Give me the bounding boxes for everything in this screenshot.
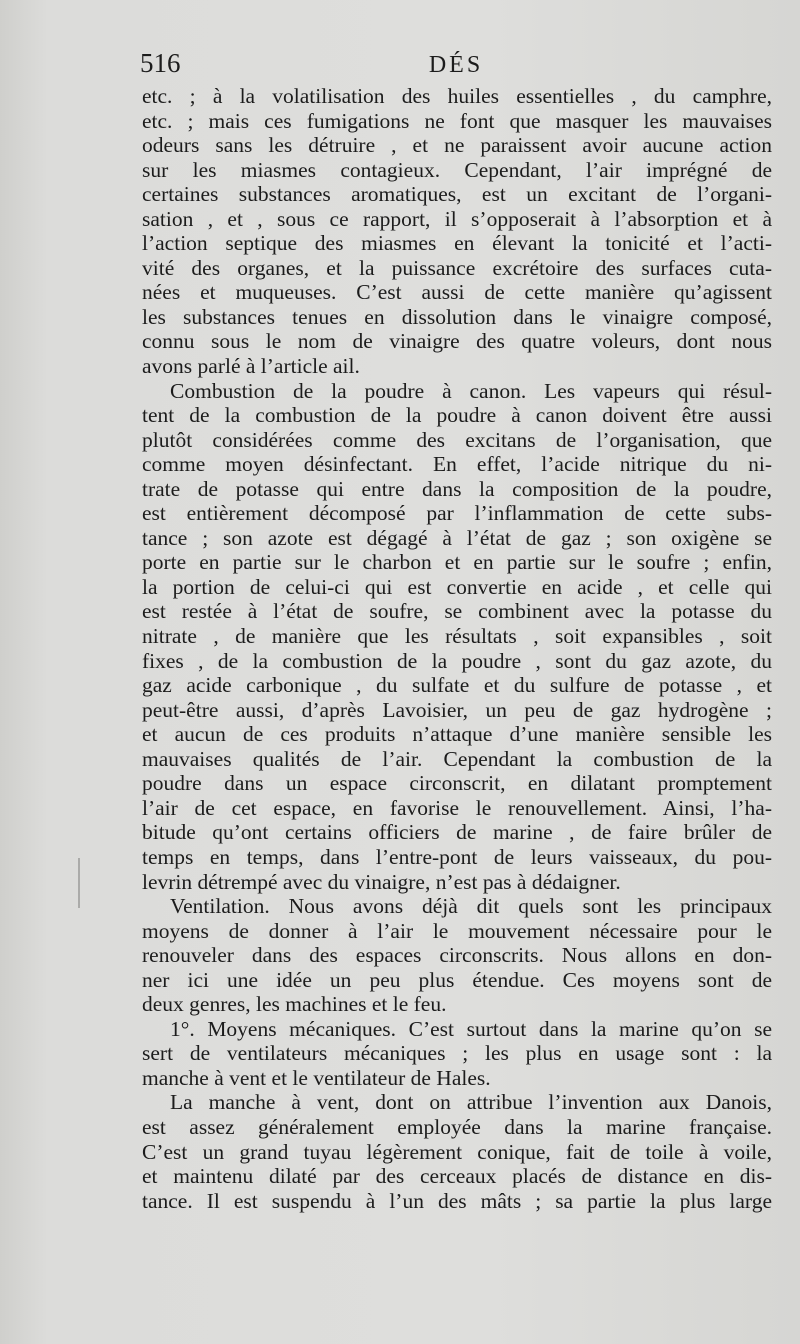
- text-line: certaines substances aromatiques, est un excitant de l’organi-: [142, 182, 772, 207]
- text-line: et maintenu dilaté par des cerceaux placés de distance en dis-: [142, 1164, 772, 1189]
- text-line: moyens de donner à l’air le mouvement nécessaire pour le: [142, 918, 772, 943]
- text-line: etc. ; à la volatilisation des huiles essentielles , du camphre,: [142, 84, 772, 108]
- text-line: Ventilation. Nous avons déjà dit quels sont les principaux: [170, 894, 772, 919]
- text-line: l’air de cet espace, en favorise le renouvellement. Ainsi, l’ha-: [142, 795, 772, 820]
- page-header: [140, 48, 772, 84]
- text-line: porte en partie sur le charbon et en partie sur le soufre ; enfin,: [142, 550, 772, 575]
- text-line: bitude qu’ont certains officiers de marine , de faire brûler de: [142, 820, 772, 845]
- text-line: poudre dans un espace circonscrit, en dilatant promptement: [142, 771, 772, 796]
- text-line: odeurs sans les détruire , et ne paraissent avoir aucune action: [142, 133, 772, 158]
- text-line: et aucun de ces produits n’attaque d’une manière sensible les: [142, 722, 772, 747]
- page-number: 516: [140, 48, 181, 78]
- text-line: La manche à vent, dont on attribue l’invention aux Danois,: [170, 1090, 772, 1115]
- text-line: temps en temps, dans l’entre-pont de leurs vaisseaux, du pou-: [142, 844, 772, 869]
- text-line: gaz acide carbonique , du sulfate et du sulfure de potasse , et: [142, 673, 772, 698]
- text-line: tent de la combustion de la poudre à canon doivent être aussi: [142, 403, 772, 428]
- text-line: avons parlé à l’article ail.: [142, 354, 360, 379]
- text-line: etc. ; mais ces fumigations ne font que masquer les mauvaises: [142, 108, 772, 133]
- text-line: peut-être aussi, d’après Lavoisier, un peu de gaz hydrogène ;: [142, 697, 772, 722]
- text-line: levrin détrempé avec du vinaigre, n’est pas à dédaigner.: [142, 869, 621, 894]
- text-line: tance ; son azote est dégagé à l’état de gaz ; son oxigène se: [142, 525, 772, 550]
- text-line: est assez généralement employée dans la marine française.: [142, 1114, 772, 1139]
- text-line: Combustion de la poudre à canon. Les vapeurs qui résul-: [170, 378, 772, 403]
- text-line: nitrate , de manière que les résultats , soit expansibles , soit: [142, 624, 772, 649]
- text-line: sur les miasmes contagieux. Cependant, l’air imprégné de: [142, 157, 772, 182]
- body-text: [142, 84, 772, 1213]
- running-head: DÉS: [428, 52, 484, 78]
- text-line: C’est un grand tuyau légèrement conique, fait de toile à voile,: [142, 1139, 772, 1164]
- text-line: l’action septique des miasmes en élevant la tonicité et l’acti-: [142, 231, 772, 256]
- text-line: tance. Il est suspendu à l’un des mâts ; sa partie la plus large: [142, 1188, 772, 1213]
- text-line: mauvaises qualités de l’air. Cependant la combustion de la: [142, 746, 772, 771]
- text-line: est entièrement décomposé par l’inflammation de cette subs-: [142, 501, 772, 526]
- text-line: fixes , de la combustion de la poudre , sont du gaz azote, du: [142, 648, 772, 673]
- text-line: plutôt considérées comme des excitans de l’organisation, que: [142, 427, 772, 452]
- text-line: les substances tenues en dissolution dans le vinaigre composé,: [142, 304, 772, 329]
- text-line: ner ici une idée un peu plus étendue. Ces moyens sont de: [142, 967, 772, 992]
- text-line: 1°. Moyens mécaniques. C’est surtout dans la marine qu’on se: [170, 1016, 772, 1041]
- text-line: connu sous le nom de vinaigre des quatre voleurs, dont nous: [142, 329, 772, 354]
- text-line: deux genres, les machines et le feu.: [142, 992, 447, 1017]
- text-line: la portion de celui-ci qui est convertie en acide , et celle qui: [142, 574, 772, 599]
- text-line: trate de potasse qui entre dans la composition de la poudre,: [142, 476, 772, 501]
- text-line: manche à vent et le ventilateur de Hales.: [142, 1065, 491, 1090]
- text-line: sation , et , sous ce rapport, il s’opposerait à l’absorption et à: [142, 206, 772, 231]
- text-line: vité des organes, et la puissance excrétoire des surfaces cuta-: [142, 255, 772, 280]
- text-line: comme moyen désinfectant. En effet, l’acide nitrique du ni-: [142, 452, 772, 477]
- margin-pencil-mark: [78, 858, 80, 908]
- text-line: renouveler dans des espaces circonscrits. Nous allons en don-: [142, 943, 772, 968]
- text-line: sert de ventilateurs mécaniques ; les plus en usage sont : la: [142, 1041, 772, 1066]
- text-line: est restée à l’état de soufre, se combinent avec la potasse du: [142, 599, 772, 624]
- text-line: nées et muqueuses. C’est aussi de cette manière qu’agissent: [142, 280, 772, 305]
